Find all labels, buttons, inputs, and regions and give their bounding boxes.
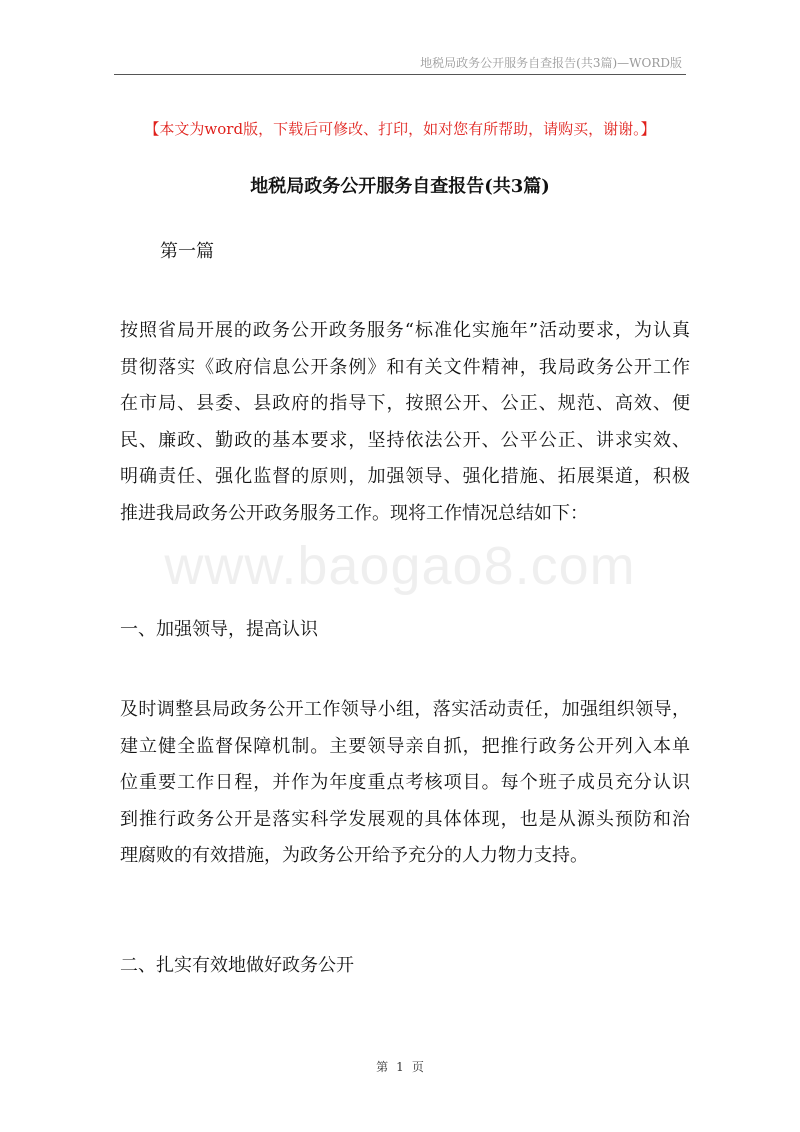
intro-paragraph — [120, 313, 690, 532]
section-1-paragraph — [120, 692, 690, 875]
watermark: www.baogao8.com — [164, 536, 636, 596]
document-title: 地税局政务公开服务自查报告(共3篇) — [250, 176, 550, 197]
page-footer — [0, 1058, 800, 1075]
paragraph-line: 建立健全监督保障机制。主要领导亲自抓，把推行政务公开列入本单 — [120, 735, 690, 757]
footer-prefix: 第 — [376, 1060, 389, 1074]
paragraph-line: 明确责任、强化监督的原则，加强领导、强化措施、拓展渠道，积极 — [120, 466, 690, 487]
paragraph-line: 及时调整县局政务公开工作领导小组，落实活动责任，加强组织领导， — [120, 699, 690, 720]
footer-suffix: 页 — [411, 1060, 424, 1074]
paragraph-line: 民、廉政、勤政的基本要求，坚持依法公开、公平公正、讲求实效、 — [120, 429, 690, 451]
header-divider — [114, 74, 686, 75]
paragraph-line: 理腐败的有效措施，为政务公开给予充分的人力物力支持。 — [120, 845, 588, 866]
section-label: 第一篇 — [160, 241, 214, 262]
page-number: 1 — [396, 1060, 404, 1074]
paragraph-line: 在市局、县委、县政府的指导下，按照公开、公正、规范、高效、便 — [120, 393, 690, 414]
download-notice: 【本文为word版，下载后可修改、打印，如对您有所帮助，请购买，谢谢。】 — [144, 120, 656, 138]
paragraph-line: 位重要工作日程，并作为年度重点考核项目。每个班子成员充分认识 — [120, 772, 690, 793]
section-heading-2: 二、扎实有效地做好政务公开 — [120, 955, 354, 976]
paragraph-line: 推进我局政务公开政务服务工作。现将工作情况总结如下： — [120, 502, 588, 524]
paragraph-line: 按照省局开展的政务公开政务服务“标准化实施年”活动要求，为认真 — [120, 320, 690, 341]
running-header: 地税局政务公开服务自查报告(共3篇)—WORD版 — [420, 56, 682, 70]
paragraph-line: 到推行政务公开是落实科学发展观的具体体现，也是从源头预防和治 — [120, 808, 690, 830]
section-heading-1: 一、加强领导，提高认识 — [120, 619, 318, 640]
paragraph-line: 贯彻落实《政府信息公开条例》和有关文件精神，我局政务公开工作 — [120, 356, 690, 378]
